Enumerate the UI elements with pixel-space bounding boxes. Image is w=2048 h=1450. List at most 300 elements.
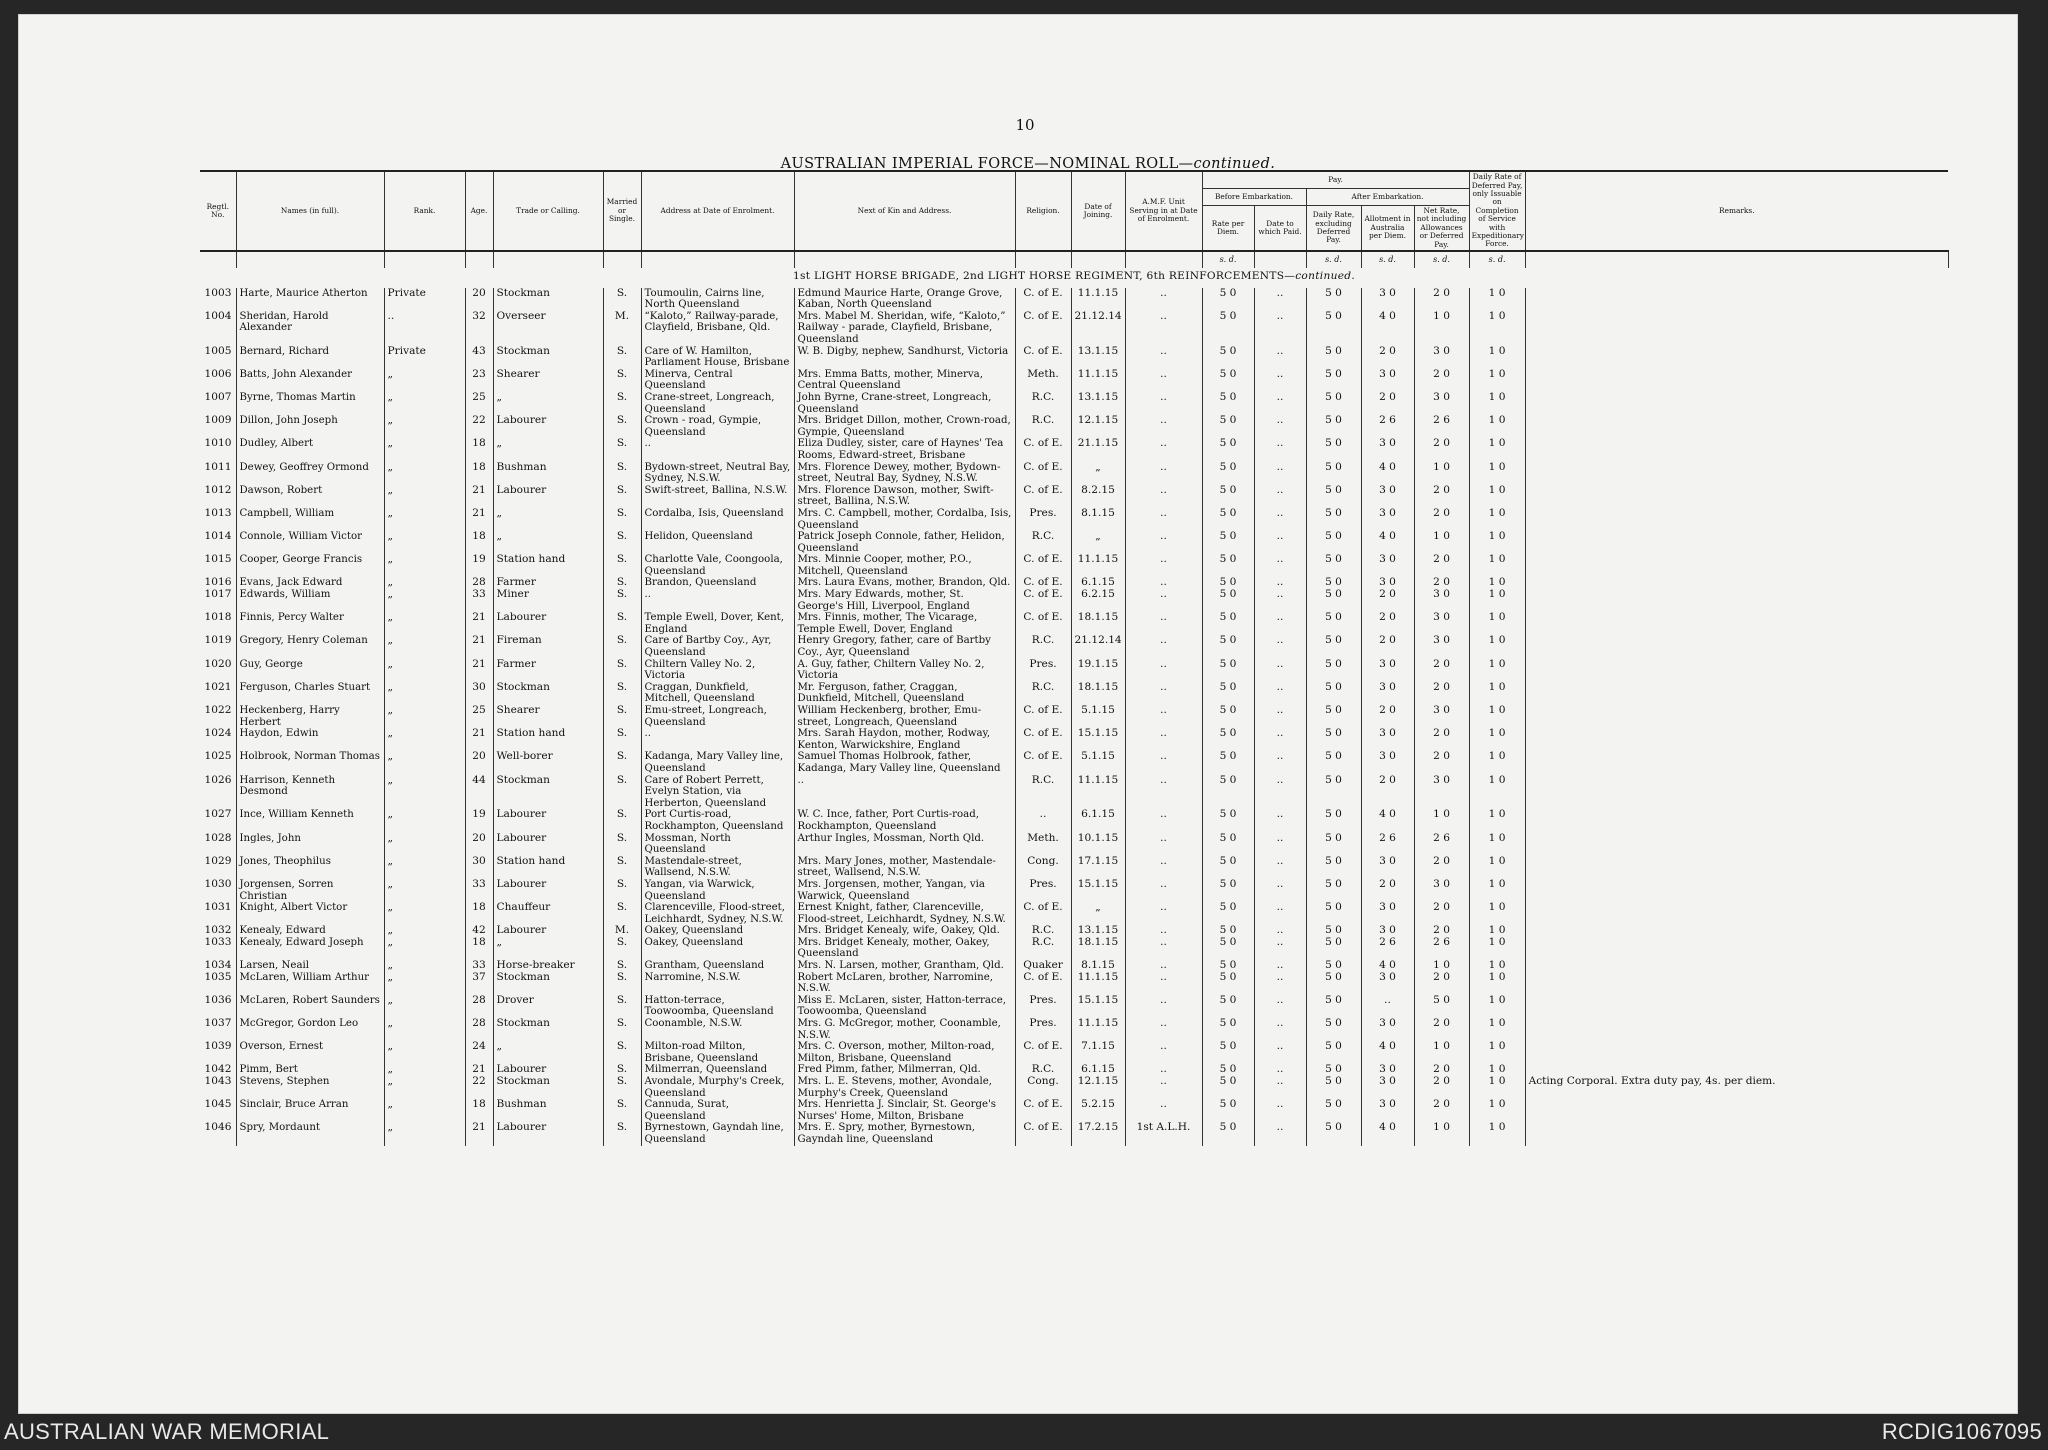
rate-per-diem-cell: 5 0 bbox=[1202, 485, 1254, 508]
rank-cell: „ bbox=[384, 1099, 465, 1122]
rate-per-diem-cell: 5 0 bbox=[1202, 1018, 1254, 1041]
amf-unit-cell: .. bbox=[1125, 856, 1202, 879]
regtl-no-cell: 1031 bbox=[200, 902, 236, 925]
regtl-no-cell: 1035 bbox=[200, 972, 236, 995]
deferred-pay-cell: 1 0 bbox=[1469, 369, 1525, 392]
date-joining-cell: 11.1.15 bbox=[1071, 1018, 1125, 1041]
daily-rate-cell: 5 0 bbox=[1306, 809, 1361, 832]
regtl-no-cell: 1030 bbox=[200, 879, 236, 902]
deferred-pay-cell: 1 0 bbox=[1469, 902, 1525, 925]
soldier-name-cell: Harrison, Kenneth Desmond bbox=[236, 775, 384, 810]
age-cell: 18 bbox=[465, 531, 493, 554]
allotment-cell: 4 0 bbox=[1361, 809, 1414, 832]
next-of-kin-cell: Mrs. L. E. Stevens, mother, Avondale, Murphy's Creek, Queensland bbox=[794, 1076, 1015, 1099]
address-cell: .. bbox=[641, 728, 794, 751]
married-status-cell: S. bbox=[603, 682, 641, 705]
regtl-no-cell: 1046 bbox=[200, 1122, 236, 1145]
trade-cell: Shearer bbox=[493, 369, 603, 392]
age-cell: 20 bbox=[465, 288, 493, 311]
trade-cell: Stockman bbox=[493, 775, 603, 810]
deferred-pay-cell: 1 0 bbox=[1469, 1076, 1525, 1099]
trade-cell: Labourer bbox=[493, 833, 603, 856]
date-paid-cell: .. bbox=[1254, 809, 1306, 832]
net-rate-cell: 2 0 bbox=[1414, 902, 1469, 925]
table-row bbox=[200, 728, 1948, 751]
header-daily-rate: Daily Rate, excluding Deferred Pay. bbox=[1306, 206, 1361, 252]
date-joining-cell: 6.1.15 bbox=[1071, 577, 1125, 589]
married-status-cell: S. bbox=[603, 833, 641, 856]
soldier-name-cell: Bernard, Richard bbox=[236, 346, 384, 369]
table-row bbox=[200, 705, 1948, 728]
rate-per-diem-cell: 5 0 bbox=[1202, 659, 1254, 682]
soldier-name-cell: Knight, Albert Victor bbox=[236, 902, 384, 925]
archive-footer-right: RCDIG1067095 bbox=[1881, 1419, 2042, 1444]
age-cell: 43 bbox=[465, 346, 493, 369]
date-joining-cell: 11.1.15 bbox=[1071, 972, 1125, 995]
daily-rate-cell: 5 0 bbox=[1306, 1122, 1361, 1145]
religion-cell: R.C. bbox=[1015, 635, 1071, 658]
soldier-name-cell: Evans, Jack Edward bbox=[236, 577, 384, 589]
age-cell: 32 bbox=[465, 311, 493, 346]
amf-unit-cell: 1st A.L.H. bbox=[1125, 1122, 1202, 1145]
married-status-cell: S. bbox=[603, 809, 641, 832]
unit-cell: s. d. bbox=[1414, 251, 1469, 268]
section-heading bbox=[200, 268, 1948, 288]
married-status-cell: S. bbox=[603, 346, 641, 369]
next-of-kin-cell: Mrs. Bridget Kenealy, wife, Oakey, Qld. bbox=[794, 925, 1015, 937]
trade-cell: Labourer bbox=[493, 485, 603, 508]
date-joining-cell: 5.1.15 bbox=[1071, 705, 1125, 728]
religion-cell: R.C. bbox=[1015, 925, 1071, 937]
date-paid-cell: .. bbox=[1254, 682, 1306, 705]
next-of-kin-cell: W. B. Digby, nephew, Sandhurst, Victoria bbox=[794, 346, 1015, 369]
net-rate-cell: 2 0 bbox=[1414, 485, 1469, 508]
date-paid-cell: .. bbox=[1254, 485, 1306, 508]
date-joining-cell: 8.1.15 bbox=[1071, 960, 1125, 972]
remarks-cell bbox=[1525, 1064, 1948, 1076]
date-joining-cell: 21.12.14 bbox=[1071, 635, 1125, 658]
date-paid-cell: .. bbox=[1254, 635, 1306, 658]
amf-unit-cell: .. bbox=[1125, 1018, 1202, 1041]
rate-per-diem-cell: 5 0 bbox=[1202, 1064, 1254, 1076]
date-joining-cell: 6.1.15 bbox=[1071, 1064, 1125, 1076]
allotment-cell: 2 0 bbox=[1361, 775, 1414, 810]
remarks-cell bbox=[1525, 1099, 1948, 1122]
address-cell: Grantham, Queensland bbox=[641, 960, 794, 972]
deferred-pay-cell: 1 0 bbox=[1469, 1018, 1525, 1041]
rank-cell: .. bbox=[384, 311, 465, 346]
deferred-pay-cell: 1 0 bbox=[1469, 937, 1525, 960]
address-cell: Care of Bartby Coy., Ayr, Queensland bbox=[641, 635, 794, 658]
rank-cell: „ bbox=[384, 1122, 465, 1145]
next-of-kin-cell: Robert McLaren, brother, Narromine, N.S.W. bbox=[794, 972, 1015, 995]
rank-cell: „ bbox=[384, 1064, 465, 1076]
deferred-pay-cell: 1 0 bbox=[1469, 960, 1525, 972]
allotment-cell: 3 0 bbox=[1361, 438, 1414, 461]
remarks-cell bbox=[1525, 635, 1948, 658]
remarks-cell bbox=[1525, 288, 1948, 311]
amf-unit-cell: .. bbox=[1125, 589, 1202, 612]
amf-unit-cell: .. bbox=[1125, 925, 1202, 937]
net-rate-cell: 2 0 bbox=[1414, 288, 1469, 311]
married-status-cell: S. bbox=[603, 577, 641, 589]
soldier-name-cell: Ferguson, Charles Stuart bbox=[236, 682, 384, 705]
deferred-pay-cell: 1 0 bbox=[1469, 462, 1525, 485]
amf-unit-cell: .. bbox=[1125, 1099, 1202, 1122]
net-rate-cell: 1 0 bbox=[1414, 311, 1469, 346]
units-row bbox=[200, 251, 1948, 268]
date-paid-cell: .. bbox=[1254, 346, 1306, 369]
religion-cell: Pres. bbox=[1015, 659, 1071, 682]
trade-cell: Chauffeur bbox=[493, 902, 603, 925]
next-of-kin-cell: William Heckenberg, brother, Emu-street, Longreach, Queensland bbox=[794, 705, 1015, 728]
married-status-cell: M. bbox=[603, 311, 641, 346]
religion-cell: R.C. bbox=[1015, 775, 1071, 810]
date-joining-cell: 13.1.15 bbox=[1071, 346, 1125, 369]
net-rate-cell: 2 0 bbox=[1414, 508, 1469, 531]
regtl-no-cell: 1016 bbox=[200, 577, 236, 589]
age-cell: 21 bbox=[465, 1064, 493, 1076]
soldier-name-cell: Dawson, Robert bbox=[236, 485, 384, 508]
trade-cell: Stockman bbox=[493, 346, 603, 369]
header-remarks: Remarks. bbox=[1525, 171, 1948, 251]
rate-per-diem-cell: 5 0 bbox=[1202, 879, 1254, 902]
amf-unit-cell: .. bbox=[1125, 751, 1202, 774]
deferred-pay-cell: 1 0 bbox=[1469, 1041, 1525, 1064]
married-status-cell: S. bbox=[603, 1064, 641, 1076]
deferred-pay-cell: 1 0 bbox=[1469, 751, 1525, 774]
age-cell: 28 bbox=[465, 995, 493, 1018]
address-cell: Byrnestown, Gayndah line, Queensland bbox=[641, 1122, 794, 1145]
date-paid-cell: .. bbox=[1254, 508, 1306, 531]
regtl-no-cell: 1042 bbox=[200, 1064, 236, 1076]
date-paid-cell: .. bbox=[1254, 1041, 1306, 1064]
daily-rate-cell: 5 0 bbox=[1306, 531, 1361, 554]
religion-cell: Cong. bbox=[1015, 1076, 1071, 1099]
deferred-pay-cell: 1 0 bbox=[1469, 554, 1525, 577]
remarks-cell bbox=[1525, 833, 1948, 856]
address-cell: Oakey, Queensland bbox=[641, 925, 794, 937]
daily-rate-cell: 5 0 bbox=[1306, 925, 1361, 937]
rate-per-diem-cell: 5 0 bbox=[1202, 1041, 1254, 1064]
table-row bbox=[200, 635, 1948, 658]
allotment-cell: 2 0 bbox=[1361, 346, 1414, 369]
regtl-no-cell: 1011 bbox=[200, 462, 236, 485]
date-paid-cell: .. bbox=[1254, 751, 1306, 774]
rate-per-diem-cell: 5 0 bbox=[1202, 937, 1254, 960]
daily-rate-cell: 5 0 bbox=[1306, 856, 1361, 879]
regtl-no-cell: 1009 bbox=[200, 415, 236, 438]
age-cell: 22 bbox=[465, 415, 493, 438]
rate-per-diem-cell: 5 0 bbox=[1202, 775, 1254, 810]
date-joining-cell: 6.1.15 bbox=[1071, 809, 1125, 832]
remarks-cell bbox=[1525, 438, 1948, 461]
allotment-cell: 3 0 bbox=[1361, 1018, 1414, 1041]
net-rate-cell: 2 0 bbox=[1414, 682, 1469, 705]
table-row bbox=[200, 1018, 1948, 1041]
table-row bbox=[200, 833, 1948, 856]
religion-cell: C. of E. bbox=[1015, 288, 1071, 311]
date-paid-cell: .. bbox=[1254, 972, 1306, 995]
address-cell: Clarenceville, Flood-street, Leichhardt, Sydney, N.S.W. bbox=[641, 902, 794, 925]
rank-cell: „ bbox=[384, 925, 465, 937]
net-rate-cell: 1 0 bbox=[1414, 462, 1469, 485]
age-cell: 33 bbox=[465, 960, 493, 972]
header-date-joining: Date of Joining. bbox=[1071, 171, 1125, 251]
amf-unit-cell: .. bbox=[1125, 879, 1202, 902]
trade-cell: Labourer bbox=[493, 1122, 603, 1145]
rate-per-diem-cell: 5 0 bbox=[1202, 705, 1254, 728]
regtl-no-cell: 1039 bbox=[200, 1041, 236, 1064]
allotment-cell: 4 0 bbox=[1361, 462, 1414, 485]
rank-cell: Private bbox=[384, 288, 465, 311]
married-status-cell: S. bbox=[603, 972, 641, 995]
header-before-embarkation: Before Embarkation. bbox=[1202, 189, 1306, 206]
trade-cell: Stockman bbox=[493, 1018, 603, 1041]
allotment-cell: 3 0 bbox=[1361, 577, 1414, 589]
soldier-name-cell: Ince, William Kenneth bbox=[236, 809, 384, 832]
allotment-cell: 2 0 bbox=[1361, 705, 1414, 728]
section-continued: continued. bbox=[1295, 270, 1356, 283]
religion-cell: C. of E. bbox=[1015, 728, 1071, 751]
table-row bbox=[200, 972, 1948, 995]
rank-cell: „ bbox=[384, 635, 465, 658]
table-row bbox=[200, 682, 1948, 705]
regtl-no-cell: 1024 bbox=[200, 728, 236, 751]
net-rate-cell: 5 0 bbox=[1414, 995, 1469, 1018]
soldier-name-cell: McLaren, William Arthur bbox=[236, 972, 384, 995]
married-status-cell: S. bbox=[603, 531, 641, 554]
married-status-cell: S. bbox=[603, 554, 641, 577]
remarks-cell bbox=[1525, 508, 1948, 531]
date-paid-cell: .. bbox=[1254, 902, 1306, 925]
trade-cell: „ bbox=[493, 508, 603, 531]
net-rate-cell: 2 0 bbox=[1414, 972, 1469, 995]
deferred-pay-cell: 1 0 bbox=[1469, 809, 1525, 832]
date-joining-cell: 21.12.14 bbox=[1071, 311, 1125, 346]
date-joining-cell: 8.2.15 bbox=[1071, 485, 1125, 508]
daily-rate-cell: 5 0 bbox=[1306, 937, 1361, 960]
date-joining-cell: 17.2.15 bbox=[1071, 1122, 1125, 1145]
remarks-cell bbox=[1525, 346, 1948, 369]
religion-cell: Meth. bbox=[1015, 369, 1071, 392]
trade-cell: Labourer bbox=[493, 809, 603, 832]
deferred-pay-cell: 1 0 bbox=[1469, 856, 1525, 879]
rate-per-diem-cell: 5 0 bbox=[1202, 960, 1254, 972]
trade-cell: Fireman bbox=[493, 635, 603, 658]
rank-cell: „ bbox=[384, 485, 465, 508]
age-cell: 21 bbox=[465, 728, 493, 751]
married-status-cell: S. bbox=[603, 902, 641, 925]
amf-unit-cell: .. bbox=[1125, 995, 1202, 1018]
age-cell: 19 bbox=[465, 809, 493, 832]
remarks-cell bbox=[1525, 775, 1948, 810]
header-pay: Pay. bbox=[1202, 171, 1469, 189]
daily-rate-cell: 5 0 bbox=[1306, 728, 1361, 751]
rate-per-diem-cell: 5 0 bbox=[1202, 809, 1254, 832]
next-of-kin-cell: Mrs. Florence Dawson, mother, Swift-street, Ballina, N.S.W. bbox=[794, 485, 1015, 508]
address-cell: Brandon, Queensland bbox=[641, 577, 794, 589]
regtl-no-cell: 1014 bbox=[200, 531, 236, 554]
daily-rate-cell: 5 0 bbox=[1306, 879, 1361, 902]
deferred-pay-cell: 1 0 bbox=[1469, 311, 1525, 346]
remarks-cell bbox=[1525, 1122, 1948, 1145]
amf-unit-cell: .. bbox=[1125, 438, 1202, 461]
table-row bbox=[200, 937, 1948, 960]
allotment-cell: 2 0 bbox=[1361, 589, 1414, 612]
unit-cell: s. d. bbox=[1202, 251, 1254, 268]
next-of-kin-cell: Mr. Ferguson, father, Craggan, Dunkfield, Mitchell, Queensland bbox=[794, 682, 1015, 705]
table-row bbox=[200, 554, 1948, 577]
amf-unit-cell: .. bbox=[1125, 462, 1202, 485]
daily-rate-cell: 5 0 bbox=[1306, 751, 1361, 774]
date-paid-cell: .. bbox=[1254, 438, 1306, 461]
rate-per-diem-cell: 5 0 bbox=[1202, 925, 1254, 937]
next-of-kin-cell: Mrs. C. Overson, mother, Milton-road, Milton, Brisbane, Queensland bbox=[794, 1041, 1015, 1064]
religion-cell: .. bbox=[1015, 809, 1071, 832]
next-of-kin-cell: Mrs. Mabel M. Sheridan, wife, “Kaloto,” Railway - parade, Clayfield, Brisbane, Queensland bbox=[794, 311, 1015, 346]
soldier-name-cell: Jones, Theophilus bbox=[236, 856, 384, 879]
header-after-embarkation: After Embarkation. bbox=[1306, 189, 1469, 206]
soldier-name-cell: McGregor, Gordon Leo bbox=[236, 1018, 384, 1041]
daily-rate-cell: 5 0 bbox=[1306, 972, 1361, 995]
daily-rate-cell: 5 0 bbox=[1306, 960, 1361, 972]
deferred-pay-cell: 1 0 bbox=[1469, 1099, 1525, 1122]
amf-unit-cell: .. bbox=[1125, 311, 1202, 346]
rank-cell: „ bbox=[384, 856, 465, 879]
rank-cell: „ bbox=[384, 589, 465, 612]
deferred-pay-cell: 1 0 bbox=[1469, 589, 1525, 612]
religion-cell: Pres. bbox=[1015, 508, 1071, 531]
soldier-name-cell: Cooper, George Francis bbox=[236, 554, 384, 577]
age-cell: 30 bbox=[465, 682, 493, 705]
daily-rate-cell: 5 0 bbox=[1306, 635, 1361, 658]
rate-per-diem-cell: 5 0 bbox=[1202, 311, 1254, 346]
allotment-cell: .. bbox=[1361, 995, 1414, 1018]
allotment-cell: 3 0 bbox=[1361, 1064, 1414, 1076]
table-row bbox=[200, 415, 1948, 438]
table-row bbox=[200, 659, 1948, 682]
deferred-pay-cell: 1 0 bbox=[1469, 415, 1525, 438]
married-status-cell: S. bbox=[603, 995, 641, 1018]
amf-unit-cell: .. bbox=[1125, 960, 1202, 972]
nominal-roll-table bbox=[200, 170, 1949, 1146]
date-joining-cell: „ bbox=[1071, 531, 1125, 554]
unit-cell: s. d. bbox=[1306, 251, 1361, 268]
remarks-cell bbox=[1525, 751, 1948, 774]
regtl-no-cell: 1015 bbox=[200, 554, 236, 577]
trade-cell: Horse-breaker bbox=[493, 960, 603, 972]
soldier-name-cell: Sinclair, Bruce Arran bbox=[236, 1099, 384, 1122]
rank-cell: „ bbox=[384, 995, 465, 1018]
remarks-cell bbox=[1525, 554, 1948, 577]
rank-cell: „ bbox=[384, 659, 465, 682]
age-cell: 37 bbox=[465, 972, 493, 995]
age-cell: 21 bbox=[465, 612, 493, 635]
age-cell: 23 bbox=[465, 369, 493, 392]
next-of-kin-cell: Mrs. Minnie Cooper, mother, P.O., Mitchell, Queensland bbox=[794, 554, 1015, 577]
next-of-kin-cell: Mrs. Henrietta J. Sinclair, St. George's Nurses' Home, Milton, Brisbane bbox=[794, 1099, 1015, 1122]
trade-cell: Labourer bbox=[493, 879, 603, 902]
table-row bbox=[200, 346, 1948, 369]
unit-cell: s. d. bbox=[1361, 251, 1414, 268]
table-row bbox=[200, 1064, 1948, 1076]
date-paid-cell: .. bbox=[1254, 925, 1306, 937]
age-cell: 21 bbox=[465, 1122, 493, 1145]
soldier-name-cell: McLaren, Robert Saunders bbox=[236, 995, 384, 1018]
rank-cell: „ bbox=[384, 1041, 465, 1064]
address-cell: Avondale, Murphy's Creek, Queensland bbox=[641, 1076, 794, 1099]
header-religion: Religion. bbox=[1015, 171, 1071, 251]
daily-rate-cell: 5 0 bbox=[1306, 577, 1361, 589]
rank-cell: „ bbox=[384, 438, 465, 461]
next-of-kin-cell: A. Guy, father, Chiltern Valley No. 2, Victoria bbox=[794, 659, 1015, 682]
table-row bbox=[200, 531, 1948, 554]
religion-cell: C. of E. bbox=[1015, 612, 1071, 635]
trade-cell: Overseer bbox=[493, 311, 603, 346]
daily-rate-cell: 5 0 bbox=[1306, 392, 1361, 415]
regtl-no-cell: 1007 bbox=[200, 392, 236, 415]
rate-per-diem-cell: 5 0 bbox=[1202, 1099, 1254, 1122]
unit-cell: s. d. bbox=[1469, 251, 1525, 268]
rank-cell: „ bbox=[384, 960, 465, 972]
soldier-name-cell: Holbrook, Norman Thomas bbox=[236, 751, 384, 774]
header-names: Names (in full). bbox=[236, 171, 384, 251]
rate-per-diem-cell: 5 0 bbox=[1202, 508, 1254, 531]
regtl-no-cell: 1029 bbox=[200, 856, 236, 879]
married-status-cell: S. bbox=[603, 1018, 641, 1041]
net-rate-cell: 2 0 bbox=[1414, 369, 1469, 392]
address-cell: Coonamble, N.S.W. bbox=[641, 1018, 794, 1041]
date-joining-cell: 13.1.15 bbox=[1071, 925, 1125, 937]
address-cell: Milmerran, Queensland bbox=[641, 1064, 794, 1076]
net-rate-cell: 2 0 bbox=[1414, 577, 1469, 589]
section-title: 1st LIGHT HORSE BRIGADE, 2nd LIGHT HORSE REGIMENT, 6th REINFORCEMENTS— bbox=[793, 270, 1296, 283]
trade-cell: Station hand bbox=[493, 728, 603, 751]
religion-cell: C. of E. bbox=[1015, 751, 1071, 774]
religion-cell: R.C. bbox=[1015, 682, 1071, 705]
net-rate-cell: 2 0 bbox=[1414, 659, 1469, 682]
amf-unit-cell: .. bbox=[1125, 485, 1202, 508]
remarks-cell bbox=[1525, 612, 1948, 635]
trade-cell: Labourer bbox=[493, 415, 603, 438]
date-joining-cell: 10.1.15 bbox=[1071, 833, 1125, 856]
rank-cell: „ bbox=[384, 728, 465, 751]
address-cell: Cordalba, Isis, Queensland bbox=[641, 508, 794, 531]
date-joining-cell: 18.1.15 bbox=[1071, 612, 1125, 635]
net-rate-cell: 3 0 bbox=[1414, 635, 1469, 658]
next-of-kin-cell: Mrs. Bridget Dillon, mother, Crown-road, Gympie, Queensland bbox=[794, 415, 1015, 438]
age-cell: 30 bbox=[465, 856, 493, 879]
rank-cell: „ bbox=[384, 972, 465, 995]
date-paid-cell: .. bbox=[1254, 728, 1306, 751]
religion-cell: Pres. bbox=[1015, 995, 1071, 1018]
date-joining-cell: 12.1.15 bbox=[1071, 1076, 1125, 1099]
amf-unit-cell: .. bbox=[1125, 1076, 1202, 1099]
date-joining-cell: 5.2.15 bbox=[1071, 1099, 1125, 1122]
address-cell: Care of Robert Perrett, Evelyn Station, via Herberton, Queensland bbox=[641, 775, 794, 810]
married-status-cell: S. bbox=[603, 392, 641, 415]
daily-rate-cell: 5 0 bbox=[1306, 485, 1361, 508]
remarks-cell bbox=[1525, 705, 1948, 728]
religion-cell: C. of E. bbox=[1015, 1122, 1071, 1145]
net-rate-cell: 2 0 bbox=[1414, 1018, 1469, 1041]
rank-cell: „ bbox=[384, 902, 465, 925]
religion-cell: C. of E. bbox=[1015, 485, 1071, 508]
religion-cell: C. of E. bbox=[1015, 589, 1071, 612]
religion-cell: C. of E. bbox=[1015, 1099, 1071, 1122]
religion-cell: Pres. bbox=[1015, 1018, 1071, 1041]
